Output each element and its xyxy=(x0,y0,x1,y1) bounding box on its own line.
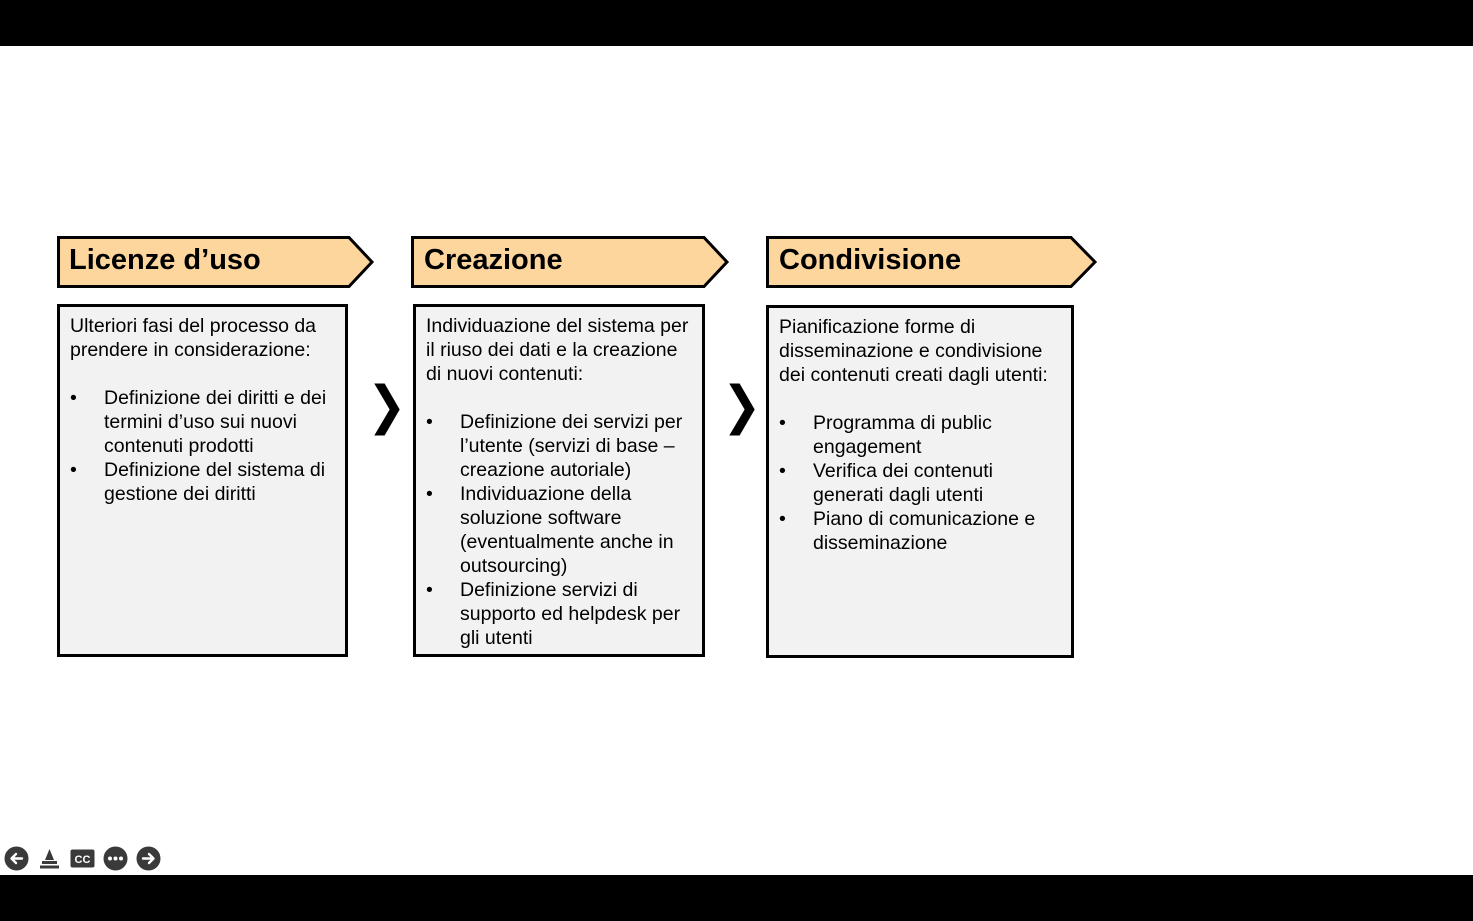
slide xyxy=(0,46,1473,875)
stage-1-bullet: • Definizione del sistema di gestione dei diritti xyxy=(70,458,335,506)
more-options-button[interactable] xyxy=(103,846,128,871)
stage-1-title: Licenze d’uso xyxy=(69,244,261,276)
stage-3-bullet: • Verifica dei contenuti generati dagli utenti xyxy=(779,459,1061,507)
captions-label: CC xyxy=(74,853,91,866)
more-icon xyxy=(103,846,128,871)
stage-3-bullet: • Programma di public engagement xyxy=(779,411,1061,459)
stage-1-intro: Ulteriori fasi del processo da prendere in considerazione: xyxy=(70,315,317,361)
previous-slide-button[interactable] xyxy=(4,846,29,871)
chevron-right-icon: ❯ xyxy=(367,377,407,435)
stage-2-card xyxy=(413,304,705,657)
next-slide-button[interactable] xyxy=(136,846,161,871)
chevron-right-icon: ❯ xyxy=(722,377,762,435)
stage-2-bullet: • Definizione servizi di supporto ed helpdesk per gli utenti xyxy=(426,578,692,650)
pen-tool-button[interactable] xyxy=(37,846,62,871)
stage-3-bullet-list xyxy=(779,411,1061,555)
stage-2-bullet: • Individuazione della soluzione software (eventualmente anche in outsourcing) xyxy=(426,482,692,578)
arrow-left-icon xyxy=(4,846,29,871)
captions-button[interactable] xyxy=(70,846,95,871)
stage-2-bullet: • Definizione dei servizi per l’utente (servizi di base – creazione autoriale) xyxy=(426,410,692,482)
stage-2-bullet-list xyxy=(426,410,692,650)
stage-3-card xyxy=(766,305,1074,658)
stage-1-bullet-list xyxy=(70,386,335,506)
stage-2-title: Creazione xyxy=(424,244,563,276)
process-diagram xyxy=(0,46,1473,875)
closed-captions-icon xyxy=(70,846,95,871)
stage-3-title: Condivisione xyxy=(779,244,962,276)
stage-3-intro: Pianificazione forme di disseminazione e condivisione dei contenuti creati dagli utenti: xyxy=(779,316,1048,386)
pen-icon xyxy=(37,846,62,871)
arrow-right-icon xyxy=(136,846,161,871)
stage-2-intro: Individuazione del sistema per il riuso dei dati e la creazione di nuovi contenuti: xyxy=(426,315,689,385)
stage-1-bullet: • Definizione dei diritti e dei termini d’uso sui nuovi contenuti prodotti xyxy=(70,386,335,458)
presentation-controls xyxy=(4,845,161,871)
stage-1-card xyxy=(57,304,348,657)
stage-3-bullet: • Piano di comunicazione e disseminazione xyxy=(779,507,1061,555)
